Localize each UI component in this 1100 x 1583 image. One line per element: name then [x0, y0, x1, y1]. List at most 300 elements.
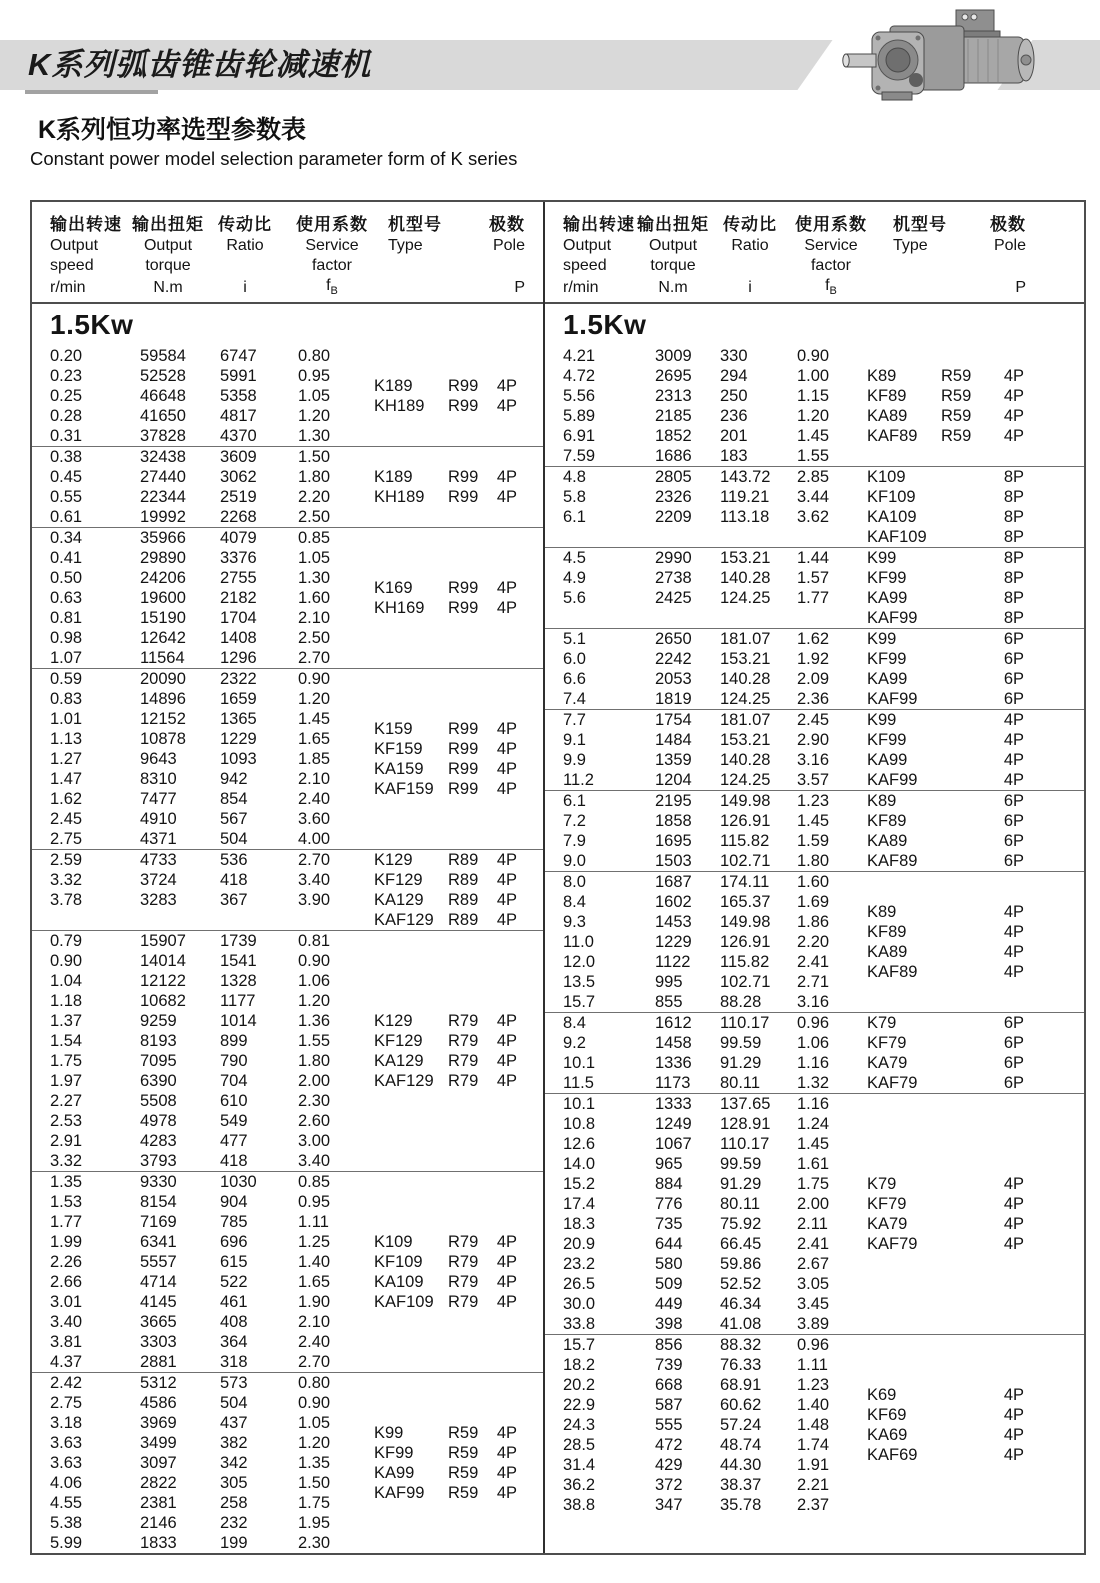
pole-value: 4P: [1003, 923, 1024, 941]
type-model: KF109: [867, 488, 916, 506]
cell-factor: 1.20: [298, 690, 331, 708]
cell-factor: 0.81: [298, 932, 331, 950]
cell-speed: 4.9: [563, 569, 586, 587]
cell-speed: 23.2: [563, 1255, 596, 1273]
table-row: [545, 791, 867, 811]
table-row: [545, 1114, 867, 1134]
cell-factor: 1.11: [298, 1213, 329, 1231]
cell-torque: 1484: [655, 731, 692, 749]
table-row: [545, 629, 867, 649]
data-rows: [32, 931, 374, 1171]
table-row: [32, 1473, 374, 1493]
cell-factor: 1.95: [298, 1514, 331, 1532]
cell-ratio: 1014: [220, 1012, 257, 1030]
cell-speed: 3.32: [50, 1152, 83, 1170]
cell-ratio: 91.29: [720, 1175, 762, 1193]
type-rcode: R89: [448, 891, 479, 909]
data-rows: [32, 1373, 374, 1553]
type-model: KAF69: [867, 1446, 918, 1464]
cell-factor: 1.45: [298, 710, 331, 728]
cell-ratio: 549: [220, 1112, 248, 1130]
cell-torque: 856: [655, 1336, 683, 1354]
type-model: K79: [867, 1014, 897, 1032]
table-row: [545, 1033, 867, 1053]
type-model: K89: [867, 367, 897, 385]
type-row: [867, 1194, 1084, 1214]
cell-factor: 3.89: [797, 1315, 830, 1333]
cell-speed: 3.63: [50, 1434, 83, 1452]
header-en-output-torque-1: torque: [650, 257, 696, 274]
table-row: [32, 568, 374, 588]
cell-speed: 10.1: [563, 1095, 596, 1113]
table-row: [32, 1433, 374, 1453]
type-model: KA89: [867, 943, 908, 961]
table-row: [32, 890, 374, 910]
type-rcode: R89: [448, 871, 479, 889]
table-row: [545, 366, 867, 386]
table-left-half: [32, 202, 545, 1553]
pole-value: 4P: [1003, 1386, 1024, 1404]
cell-factor: 2.70: [298, 649, 331, 667]
table-block: [545, 1012, 1084, 1093]
type-row: [374, 467, 543, 487]
cell-ratio: 536: [220, 851, 248, 869]
type-model: KA129: [374, 891, 424, 909]
cell-factor: 2.41: [797, 953, 830, 971]
cell-torque: 3097: [140, 1454, 177, 1472]
cell-factor: 1.60: [298, 589, 331, 607]
cell-ratio: 52.52: [720, 1275, 762, 1293]
cell-ratio: 2182: [220, 589, 257, 607]
type-model: KF99: [374, 1444, 414, 1462]
cell-speed: 2.26: [50, 1253, 83, 1271]
table-row: [32, 608, 374, 628]
cell-ratio: 408: [220, 1313, 248, 1331]
type-model: K99: [867, 630, 897, 648]
type-row: [867, 710, 1084, 730]
cell-ratio: 342: [220, 1454, 248, 1472]
cell-torque: 41650: [140, 407, 186, 425]
type-model: KAF99: [374, 1484, 425, 1502]
table-row: [545, 1375, 867, 1395]
type-list: [374, 447, 543, 527]
cell-ratio: 904: [220, 1193, 248, 1211]
pole-value: 4P: [1003, 1175, 1024, 1193]
cell-torque: 398: [655, 1315, 683, 1333]
cell-factor: 1.23: [797, 792, 830, 810]
cell-speed: 2.27: [50, 1092, 83, 1110]
table-row: [32, 507, 374, 527]
cell-torque: 1852: [655, 427, 692, 445]
data-rows: [545, 346, 867, 466]
header-en-output-torque-1: torque: [145, 257, 191, 274]
pole-value: 4P: [496, 1293, 517, 1311]
cell-torque: 2195: [655, 792, 692, 810]
table-row: [32, 729, 374, 749]
cell-torque: 509: [655, 1275, 683, 1293]
type-model: KF89: [867, 812, 907, 830]
cell-speed: 0.28: [50, 407, 83, 425]
cell-factor: 0.85: [298, 1173, 331, 1191]
type-row: [867, 406, 1084, 426]
cell-torque: 46648: [140, 387, 186, 405]
cell-speed: 2.75: [50, 1394, 83, 1412]
cell-factor: 1.91: [797, 1456, 830, 1474]
cell-factor: 2.45: [797, 711, 830, 729]
cell-torque: 7477: [140, 790, 177, 808]
cell-speed: 0.50: [50, 569, 83, 587]
header-cn-type: 机型号: [388, 215, 442, 234]
type-row: [374, 759, 543, 779]
pole-value: 4P: [1003, 903, 1024, 921]
column-header-output-torque: [633, 214, 713, 302]
type-model: KAF79: [867, 1235, 918, 1253]
cell-speed: 4.8: [563, 468, 586, 486]
table-row: [545, 1013, 867, 1033]
cell-ratio: 854: [220, 790, 248, 808]
cell-speed: 0.83: [50, 690, 83, 708]
pole-value: 6P: [1003, 812, 1024, 830]
cell-speed: 5.89: [563, 407, 596, 425]
pole-value: 4P: [1003, 1426, 1024, 1444]
cell-speed: 38.8: [563, 1496, 596, 1514]
type-row: [374, 1011, 543, 1031]
table-row: [32, 669, 374, 689]
pole-value: 8P: [1003, 528, 1024, 546]
header-unit-output-speed: r/min: [563, 279, 599, 296]
table-row: [32, 588, 374, 608]
cell-ratio: 75.92: [720, 1215, 762, 1233]
cell-ratio: 785: [220, 1213, 248, 1231]
type-rcode: R59: [448, 1444, 479, 1462]
cell-torque: 855: [655, 993, 683, 1011]
type-row: [374, 396, 543, 416]
table-row: [32, 850, 374, 870]
table-row: [32, 1533, 374, 1553]
cell-torque: 995: [655, 973, 683, 991]
table-row: [32, 1232, 374, 1252]
table-block: [545, 628, 1084, 709]
cell-torque: 3303: [140, 1333, 177, 1351]
cell-torque: 2990: [655, 549, 692, 567]
cell-torque: 2313: [655, 387, 692, 405]
cell-factor: 0.80: [298, 347, 331, 365]
type-model: KAF159: [374, 780, 434, 798]
type-list: [374, 1172, 543, 1372]
cell-speed: 2.42: [50, 1374, 83, 1392]
cell-torque: 35966: [140, 529, 186, 547]
header-cn-output-torque: 输出扭矩: [132, 215, 204, 234]
type-row: [374, 1252, 543, 1272]
cell-ratio: 232: [220, 1514, 248, 1532]
table-row: [545, 992, 867, 1012]
cell-torque: 735: [655, 1215, 683, 1233]
table-row: [545, 730, 867, 750]
cell-factor: 1.20: [298, 407, 331, 425]
cell-torque: 24206: [140, 569, 186, 587]
cell-factor: 3.40: [298, 1152, 331, 1170]
pole-value: 4P: [496, 599, 517, 617]
cell-ratio: 128.91: [720, 1115, 771, 1133]
cell-ratio: 115.82: [720, 832, 770, 850]
type-list: [867, 1013, 1084, 1093]
cell-factor: 3.16: [797, 751, 830, 769]
type-model: K129: [374, 1012, 413, 1030]
cell-torque: 15907: [140, 932, 186, 950]
type-rcode: R79: [448, 1253, 479, 1271]
type-model: KA159: [374, 760, 424, 778]
cell-torque: 965: [655, 1155, 683, 1173]
pole-value: 8P: [1003, 549, 1024, 567]
cell-factor: 1.05: [298, 549, 331, 567]
cell-ratio: 4079: [220, 529, 257, 547]
pole-value: 4P: [496, 1052, 517, 1070]
cell-ratio: 110.17: [720, 1014, 770, 1032]
pole-value: 4P: [496, 377, 517, 395]
cell-speed: 9.1: [563, 731, 586, 749]
type-row: [867, 730, 1084, 750]
type-list: [374, 931, 543, 1171]
cell-torque: 1067: [655, 1135, 692, 1153]
type-model: KAF89: [867, 427, 918, 445]
cell-speed: 8.4: [563, 893, 586, 911]
type-row: [867, 366, 1084, 386]
table-row: [545, 912, 867, 932]
cell-speed: 5.56: [563, 387, 596, 405]
column-header-output-speed: [32, 214, 124, 302]
cell-ratio: 364: [220, 1333, 248, 1351]
table-row: [32, 870, 374, 890]
cell-ratio: 110.17: [720, 1135, 770, 1153]
cell-factor: 1.86: [797, 913, 830, 931]
cell-speed: 5.99: [50, 1534, 83, 1552]
header-cn-pole: 极数: [489, 215, 525, 234]
type-row: [867, 922, 1084, 942]
table-block: [545, 547, 1084, 628]
table-row: [545, 507, 867, 527]
cell-torque: 2053: [655, 670, 692, 688]
table-block: [545, 466, 1084, 547]
table-block: [545, 709, 1084, 790]
pole-value: 4P: [496, 780, 517, 798]
cell-speed: 1.13: [50, 730, 83, 748]
type-model: KF99: [867, 569, 907, 587]
cell-ratio: 6747: [220, 347, 257, 365]
type-model: KF79: [867, 1195, 907, 1213]
cell-factor: 2.30: [298, 1534, 331, 1552]
table-row: [32, 1352, 374, 1372]
cell-speed: 0.34: [50, 529, 83, 547]
cell-speed: 0.20: [50, 347, 83, 365]
cell-speed: 3.81: [50, 1333, 83, 1351]
cell-torque: 1249: [655, 1115, 692, 1133]
type-row: [374, 910, 543, 930]
cell-ratio: 48.74: [720, 1436, 762, 1454]
type-row: [867, 750, 1084, 770]
header-en-pole-0: Pole: [993, 237, 1026, 254]
header-en-service-factor-1: factor: [311, 257, 352, 274]
table-row: [32, 1292, 374, 1312]
cell-factor: 1.36: [298, 1012, 331, 1030]
cell-speed: 9.3: [563, 913, 586, 931]
pole-value: 4P: [1003, 963, 1024, 981]
type-model: KAF109: [374, 1293, 434, 1311]
cell-speed: 1.01: [50, 710, 83, 728]
cell-factor: 0.95: [298, 367, 331, 385]
cell-ratio: 38.37: [720, 1476, 762, 1494]
data-rows: [545, 629, 867, 709]
cell-speed: 1.47: [50, 770, 83, 788]
header-cn-service-factor: 使用系数: [795, 215, 867, 234]
cell-factor: 2.41: [797, 1235, 830, 1253]
header-unit-output-speed: r/min: [50, 279, 86, 296]
cell-speed: 5.1: [563, 630, 586, 648]
cell-torque: 27440: [140, 468, 186, 486]
table-row: [32, 487, 374, 507]
cell-speed: 5.38: [50, 1514, 83, 1532]
header-en-service-factor-0: Service: [804, 237, 858, 254]
table-row: [32, 931, 374, 951]
cell-ratio: 382: [220, 1434, 248, 1452]
table-row: [32, 1071, 374, 1091]
pole-value: 6P: [1003, 1034, 1024, 1052]
pole-value: 4P: [1003, 751, 1024, 769]
type-row: [867, 689, 1084, 709]
cell-ratio: 174.11: [720, 873, 770, 891]
cell-ratio: 236: [720, 407, 748, 425]
cell-ratio: 615: [220, 1253, 248, 1271]
cell-speed: 0.98: [50, 629, 83, 647]
type-model: KAF129: [374, 911, 434, 929]
header-cn-output-torque: 输出扭矩: [637, 215, 709, 234]
cell-torque: 19992: [140, 508, 186, 526]
cell-speed: 22.9: [563, 1396, 596, 1414]
type-list: [374, 528, 543, 668]
type-rcode: R59: [941, 407, 972, 425]
cell-factor: 1.69: [797, 893, 830, 911]
cell-factor: 1.74: [797, 1436, 830, 1454]
cell-factor: 3.60: [298, 810, 331, 828]
cell-speed: 14.0: [563, 1155, 596, 1173]
table-block: [32, 1372, 543, 1553]
cell-factor: 0.90: [298, 1394, 331, 1412]
cell-factor: 2.09: [797, 670, 830, 688]
cell-factor: 3.44: [797, 488, 830, 506]
table-row: [32, 769, 374, 789]
table-row: [32, 366, 374, 386]
cell-speed: 6.0: [563, 650, 586, 668]
cell-torque: 2805: [655, 468, 692, 486]
header-en-service-factor-0: Service: [305, 237, 359, 254]
table-body-right: [545, 304, 1084, 1553]
pole-value: 4P: [496, 1444, 517, 1462]
pole-value: 4P: [496, 1484, 517, 1502]
cell-factor: 2.11: [797, 1215, 828, 1233]
table-block: [32, 527, 543, 668]
table-row: [32, 1272, 374, 1292]
cell-ratio: 3376: [220, 549, 257, 567]
table-row: [545, 1134, 867, 1154]
type-row: [867, 649, 1084, 669]
cell-speed: 0.63: [50, 589, 83, 607]
type-row: [867, 1053, 1084, 1073]
cell-speed: 15.2: [563, 1175, 596, 1193]
cell-speed: 8.0: [563, 873, 586, 891]
cell-factor: 1.15: [797, 387, 830, 405]
cell-speed: 1.62: [50, 790, 83, 808]
cell-factor: 1.55: [298, 1032, 331, 1050]
type-row: [374, 870, 543, 890]
cell-torque: 9259: [140, 1012, 177, 1030]
table-block: [32, 668, 543, 849]
type-model: KA109: [374, 1273, 424, 1291]
type-model: KH189: [374, 397, 425, 415]
cell-speed: 30.0: [563, 1295, 596, 1313]
cell-ratio: 57.24: [720, 1416, 762, 1434]
table-row: [545, 1435, 867, 1455]
pole-value: 8P: [1003, 569, 1024, 587]
cell-ratio: 126.91: [720, 812, 771, 830]
cell-ratio: 504: [220, 830, 248, 848]
cell-factor: 2.60: [298, 1112, 331, 1130]
column-header-type: [374, 214, 477, 302]
pole-value: 4P: [1003, 731, 1024, 749]
cell-factor: 2.67: [797, 1255, 830, 1273]
type-model: KA99: [867, 751, 908, 769]
type-row: [374, 1051, 543, 1071]
cell-factor: 1.55: [797, 447, 830, 465]
cell-speed: 0.45: [50, 468, 83, 486]
table-row: [545, 1415, 867, 1435]
type-rcode: R99: [448, 760, 479, 778]
pole-value: 4P: [1003, 1446, 1024, 1464]
cell-factor: 1.65: [298, 730, 331, 748]
page-title-en: Constant power model selection parameter form of K series: [30, 148, 518, 169]
cell-speed: 5.6: [563, 589, 586, 607]
cell-ratio: 567: [220, 810, 248, 828]
cell-torque: 347: [655, 1496, 683, 1514]
type-row: [867, 942, 1084, 962]
table-row: [545, 872, 867, 892]
type-rcode: R79: [448, 1012, 479, 1030]
cell-ratio: 68.91: [720, 1376, 762, 1394]
pole-value: 6P: [1003, 670, 1024, 688]
table-row: [32, 789, 374, 809]
type-rcode: R89: [448, 851, 479, 869]
type-row: [867, 851, 1084, 871]
type-row: [867, 962, 1084, 982]
type-row: [867, 1214, 1084, 1234]
pole-value: 4P: [496, 740, 517, 758]
type-model: KA99: [374, 1464, 415, 1482]
type-rcode: R79: [448, 1273, 479, 1291]
cell-torque: 5508: [140, 1092, 177, 1110]
pole-value: 8P: [1003, 508, 1024, 526]
cell-factor: 1.00: [797, 367, 830, 385]
table-row: [545, 851, 867, 871]
pole-value: 4P: [496, 851, 517, 869]
cell-speed: 4.21: [563, 347, 596, 365]
cell-factor: 1.06: [797, 1034, 830, 1052]
cell-factor: 0.95: [298, 1193, 331, 1211]
type-row: [374, 850, 543, 870]
table-row: [545, 1234, 867, 1254]
cell-ratio: 137.65: [720, 1095, 771, 1113]
pole-value: 4P: [496, 871, 517, 889]
pole-value: 4P: [496, 468, 517, 486]
cell-speed: 17.4: [563, 1195, 596, 1213]
cell-speed: 4.5: [563, 549, 586, 567]
